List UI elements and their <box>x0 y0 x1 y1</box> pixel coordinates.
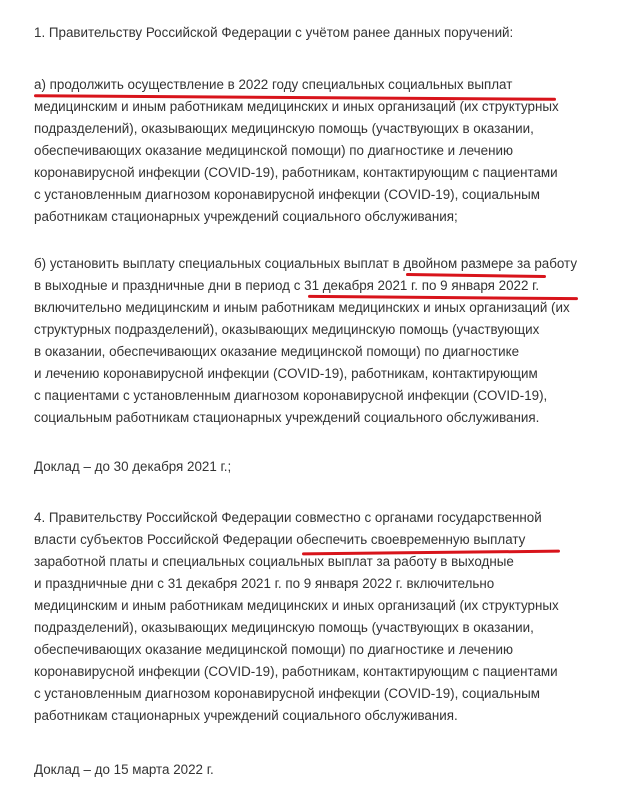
text-line: обеспечивающих оказание медицинской помощи) по диагностике и лечению <box>34 642 514 657</box>
text-line: б) установить выплату специальных социальных выплат в двойном размере за работу <box>34 256 578 271</box>
text-line: включительно медицинским и иным работникам медицинских и иных организаций (их <box>34 300 570 315</box>
text-line: с установленным диагнозом коронавирусной инфекции (COVID-19), социальным <box>34 686 540 701</box>
text-line: структурных подразделений), оказывающих медицинскую помощь (участвующих <box>34 322 540 337</box>
text-line: власти субъектов Российской Федерации обеспечить своевременную выплату <box>34 532 526 547</box>
text-line: и лечению коронавирусной инфекции (COVID-19), работникам, контактирующим <box>34 366 538 381</box>
text-line: обеспечивающих оказание медицинской помощи) по диагностике и лечению <box>34 143 514 158</box>
text-line: 1. Правительству Российской Федерации с учётом ранее данных поручений: <box>34 25 514 40</box>
text-line: подразделений), оказывающих медицинскую помощь (участвующих в оказании, <box>34 620 534 635</box>
text-line: в оказании, обеспечивающих оказание медицинской помощи) по диагностике <box>34 344 520 359</box>
text-line: Доклад – до 15 марта 2022 г. <box>34 762 214 777</box>
text-line: Доклад – до 30 декабря 2021 г.; <box>34 459 232 474</box>
text-line: с установленным диагнозом коронавирусной инфекции (COVID-19), социальным <box>34 187 540 202</box>
text-line: заработной платы и специальных социальных выплат за работу в выходные <box>34 554 514 569</box>
text-line: коронавирусной инфекции (COVID-19), работникам, контактирующим с пациентами <box>34 664 558 679</box>
text-line: а) продолжить осуществление в 2022 году специальных социальных выплат <box>34 77 513 92</box>
text-line: 4. Правительству Российской Федерации совместно с органами государственной <box>34 510 542 525</box>
text-line: и праздничные дни с 31 декабря 2021 г. по 9 января 2022 г. включительно <box>34 576 495 591</box>
text-line: медицинским и иным работникам медицинских и иных организаций (их структурных <box>34 598 559 613</box>
text-line: работникам стационарных учреждений социального обслуживания; <box>34 209 458 224</box>
text-line: работникам стационарных учреждений социального обслуживания. <box>34 708 458 723</box>
text-line: подразделений), оказывающих медицинскую помощь (участвующих в оказании, <box>34 121 534 136</box>
text-line: социальным работникам стационарных учреждений социального обслуживания. <box>34 410 540 425</box>
text-line: коронавирусной инфекции (COVID-19), работникам, контактирующим с пациентами <box>34 165 558 180</box>
text-line: с пациентами с установленным диагнозом коронавирусной инфекции (COVID-19), <box>34 388 548 403</box>
text-line: медицинским и иным работникам медицинских и иных организаций (их структурных <box>34 99 559 114</box>
text-line: в выходные и праздничные дни в период с 31 декабря 2021 г. по 9 января 2022 г. <box>34 278 540 293</box>
